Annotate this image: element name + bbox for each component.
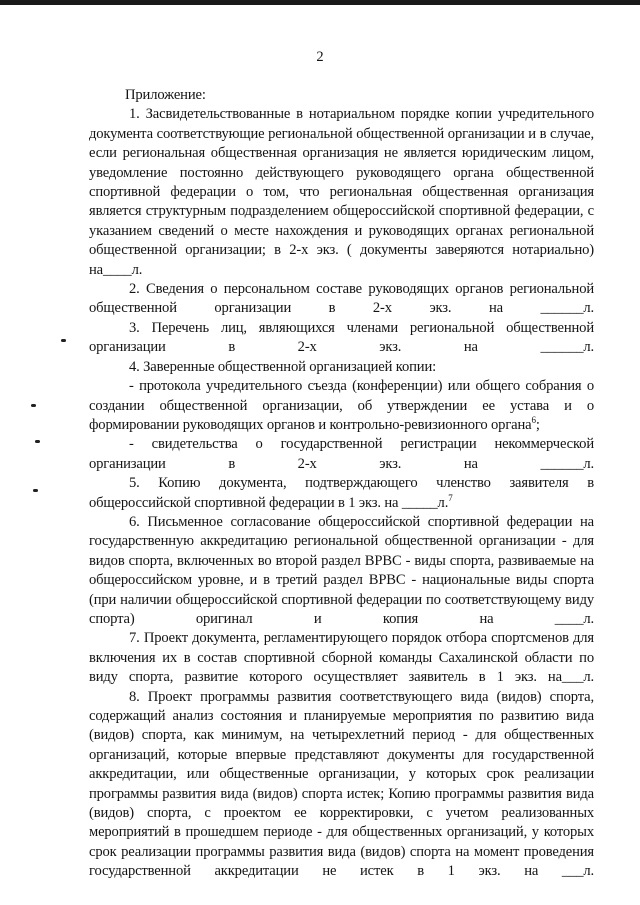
scan-speck <box>31 404 36 407</box>
list-item-8: 8. Проект программы развития соответствующего вида (видов) спорта, содержащий анализ состояния и планируемые мероприятия по развитию вида (видов) спорта, как минимум, на четырехлетний период - для общественных организаций, которые впервые представляют документы для государственной аккредитации, или общественные организации, у которых срок реализации программы развития вида (видов) спорта истек; Копию программы развития вида (видов) спорта, с проектом ее корректировки, с учетом реализованных мероприятий в прошедшем периоде - для общественных организаций, у которых срок реализации программы развития вида (видов) спорта на момент проведения государственной аккредитации не истек в 1 экз. на ___л. <box>89 688 594 880</box>
list-item-1: 1. Засвидетельствованные в нотариальном порядке копии учредительного документа соответствующие региональной общественной организации и в случае, если региональная общественная организация не является юридическим лицом, уведомление постоянно действующего руководящего органа общественной спортивной федерации о том, что региональная общественная организация является структурным подразделением общероссийской спортивной федерации, с указанием сведений о месте нахождения и руководящих органах региональной общественной организации; в 2-х экз. ( документы заверяются нотариально) на____л. <box>89 106 594 278</box>
list-item-7: 7. Проект документа, регламентирующего порядок отбора спортсменов для включения их в состав спортивной сборной команды Сахалинской области по виду спорта, развитие которого осуществляет заявитель в 1 экз. на___л. <box>89 630 594 686</box>
list-item-5 <box>89 474 594 513</box>
list-item-4a-text: - протокола учредительного съезда (конференции) или общего собрания о создании общественной организации, об утверждении ее устава и о формировании руководящих органов и контрольно-ревизионного органа <box>89 378 594 433</box>
scan-speck <box>61 339 66 342</box>
list-item-4a-tail: ; <box>535 416 540 433</box>
page-number: 2 <box>316 49 324 65</box>
scan-speck <box>35 440 40 443</box>
footnote-marker: 7 <box>448 492 453 503</box>
list-item-5-text: 5. Копию документа, подтверждающего членство заявителя в общероссийской спортивной федерации в 1 экз. на _____л. <box>89 475 594 511</box>
list-item-4a <box>89 377 594 435</box>
scan-speck <box>33 489 38 492</box>
list-item-6: 6. Письменное согласование общероссийской спортивной федерации на государственную аккредитацию региональной общественной организации - для видов спорта, включенных во второй раздел ВРВС - виды спорта, развиваемые на общероссийском уровне, и в третий раздел ВРВС - национальные виды спорта (при наличии общероссийской спортивной федерации по соответствующему виду спорта) оригинал и копия на ____л. <box>89 513 594 627</box>
scan-top-edge <box>0 0 640 5</box>
list-item-3: 3. Перечень лиц, являющихся членами региональной общественной организации в 2-х экз. на ______л. <box>89 319 594 356</box>
list-item-2: 2. Сведения о персональном составе руководящих органов региональной общественной организации в 2-х экз. на ______л. <box>89 281 594 317</box>
list-item-4: 4. Заверенные общественной организацией копии: <box>129 358 437 375</box>
list-item-4b: - свидетельства о государственной регистрации некоммерческой организации в 2-х экз. на ______л. <box>89 436 594 472</box>
appendix-body <box>89 86 594 882</box>
appendix-heading: Приложение: <box>125 87 206 103</box>
footnote-marker: 6 <box>531 415 536 426</box>
